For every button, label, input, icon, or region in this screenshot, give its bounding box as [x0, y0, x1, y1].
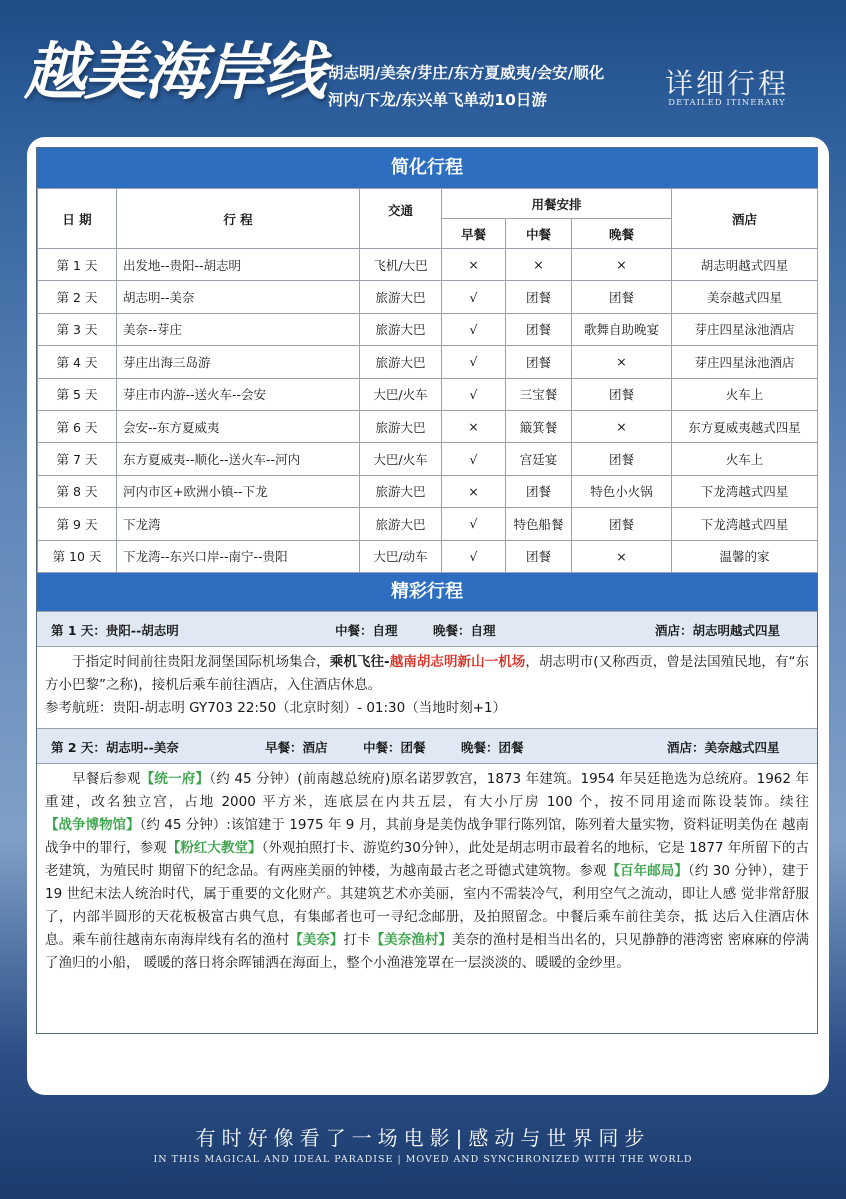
day2-breakfast: 早餐：酒店 [265, 739, 328, 755]
cell-dinner: × [572, 346, 672, 378]
cell-route: 下龙湾 [117, 508, 360, 540]
route-line-2: 河内/下龙/东兴单飞单动10日游 [328, 91, 547, 109]
day1-hotel: 酒店：胡志明越式四星 [655, 622, 781, 638]
cell-breakfast: √ [442, 313, 506, 345]
footer-slogan: 有时好像看了一场电影|感动与世界同步 [195, 1126, 651, 1150]
cell-hotel: 火车上 [672, 378, 818, 410]
cell-breakfast: √ [442, 540, 506, 572]
cell-day: 第 2 天 [38, 281, 117, 313]
day2-body [37, 764, 817, 977]
header-lunch: 中餐 [506, 219, 572, 249]
cell-breakfast: × [442, 410, 506, 442]
cell-transport: 大巴/火车 [360, 378, 442, 410]
header-transport: 交通 [360, 189, 442, 249]
cell-day: 第 5 天 [38, 378, 117, 410]
cell-transport: 旅游大巴 [360, 410, 442, 442]
cell-lunch: 特色船餐 [506, 508, 572, 540]
sight-post-office: 【百年邮局】 [606, 862, 688, 879]
day2-text-3: （约 45 分钟）:该馆建于 1975 年 9 月，其前身是美伪战争罪行陈列馆，陈列着大量实物，资料证明美伪在 越南战争中的罪行，参观 [45, 816, 810, 856]
day1-flight: 参考航班：贵阳-胡志明 GY703 22:50（北京时刻）- 01:30（当地时刻+1） [45, 699, 507, 716]
cell-route: 下龙湾--东兴口岸--南宁--贵阳 [117, 540, 360, 572]
day1-body [37, 647, 817, 722]
table-row [38, 508, 818, 540]
cell-lunch: 团餐 [506, 540, 572, 572]
cell-lunch: 团餐 [506, 346, 572, 378]
day1-text-b: 乘机飞往- [329, 653, 390, 670]
header-route: 行 程 [117, 189, 360, 249]
day2-paragraph [45, 768, 809, 975]
cell-lunch: × [506, 249, 572, 281]
header-date: 日 期 [38, 189, 117, 249]
day2-header [37, 728, 817, 764]
cell-route: 东方夏威夷--顺化--送火车--河内 [117, 443, 360, 475]
cell-route: 会安--东方夏威夷 [117, 410, 360, 442]
cell-dinner: × [572, 249, 672, 281]
cell-hotel: 芽庄四星泳池酒店 [672, 313, 818, 345]
summary-rows [38, 249, 818, 573]
cell-route: 出发地--贵阳--胡志明 [117, 249, 360, 281]
sight-mui-ne-fishing-village: 【美奈渔村】 [370, 931, 453, 948]
sight-reunification-palace: 【统一府】 [140, 770, 210, 787]
day1-airport: 越南胡志明新山一机场 [389, 653, 526, 670]
day2-text-4: （外观拍照打卡、游览约30分钟），此处是胡志明市最着名的地标，它是 1877 年所留下的古老建筑，为殖民时 期留下的纪念品。有两座美丽的钟楼，为越南最古老之哥德式建筑物。参观 [45, 839, 810, 879]
cell-hotel: 火车上 [672, 443, 818, 475]
summary-table [37, 188, 818, 573]
cell-breakfast: × [442, 475, 506, 507]
header-dinner: 晚餐 [572, 219, 672, 249]
cell-lunch: 团餐 [506, 281, 572, 313]
cell-lunch: 三宝餐 [506, 378, 572, 410]
cell-dinner: 团餐 [572, 281, 672, 313]
cell-dinner: 歌舞自助晚宴 [572, 313, 672, 345]
cell-dinner: 团餐 [572, 378, 672, 410]
brush-title: 越美海岸线 [24, 35, 325, 108]
sight-pink-cathedral: 【粉红大教堂】 [166, 839, 262, 856]
cell-breakfast: × [442, 249, 506, 281]
day1-text-d: ，胡志明市(又称西贡，曾是法国殖民地，有“东方小巴黎”之称)，接机后乘车前往酒店，入住酒店休息。 [45, 653, 810, 693]
day1-text-a: 于指定时间前往贵阳龙洞堡国际机场集合， [72, 653, 330, 670]
cell-transport: 大巴/动车 [360, 540, 442, 572]
detail-title: 详细行程 [664, 67, 789, 100]
cell-transport: 飞机/大巴 [360, 249, 442, 281]
cell-hotel: 温馨的家 [672, 540, 818, 572]
cell-lunch: 团餐 [506, 475, 572, 507]
table-row [38, 443, 818, 475]
cell-breakfast: √ [442, 346, 506, 378]
sight-mui-ne: 【美奈】 [289, 931, 344, 948]
cell-breakfast: √ [442, 443, 506, 475]
route-summary [328, 60, 648, 114]
cell-dinner: × [572, 540, 672, 572]
day2-title: 第 2 天：胡志明--美奈 [51, 739, 179, 755]
table-row [38, 346, 818, 378]
cell-day: 第 7 天 [38, 443, 117, 475]
header-breakfast: 早餐 [442, 219, 506, 249]
day2-hotel: 酒店：美奈越式四星 [667, 739, 780, 755]
cell-transport: 旅游大巴 [360, 346, 442, 378]
day2-text-2: （约 45 分钟）(前南越总统府)原名诺罗敦宫，1873 年建筑。1954 年吴廷艳选为总统府。1962 年重建，改名独立宫，占地 2000 平方米，连底层在内共五层，有大小厅房 100 个，按不同用途而陈设装饰。续往 [45, 770, 809, 810]
day2-dinner: 晚餐：团餐 [461, 739, 524, 755]
cell-breakfast: √ [442, 378, 506, 410]
cell-route: 河内市区+欧洲小镇--下龙 [117, 475, 360, 507]
cell-route: 胡志明--美奈 [117, 281, 360, 313]
day1-header [37, 611, 817, 647]
cell-day: 第 1 天 [38, 249, 117, 281]
cell-lunch: 簸箕餐 [506, 410, 572, 442]
cell-day: 第 10 天 [38, 540, 117, 572]
detail-subtitle: DETAILED ITINERARY [668, 98, 786, 108]
cell-day: 第 9 天 [38, 508, 117, 540]
cell-lunch: 团餐 [506, 313, 572, 345]
day2-lunch: 中餐：团餐 [363, 739, 426, 755]
cell-transport: 旅游大巴 [360, 313, 442, 345]
detail-band: 精彩行程 [37, 573, 817, 611]
cell-hotel: 胡志明越式四星 [672, 249, 818, 281]
cell-transport: 旅游大巴 [360, 508, 442, 540]
cell-hotel: 芽庄四星泳池酒店 [672, 346, 818, 378]
sight-war-museum: 【战争博物馆】 [45, 816, 140, 833]
day2-text-1: 早餐后参观 [72, 770, 141, 787]
cell-breakfast: √ [442, 508, 506, 540]
table-row [38, 540, 818, 572]
day2-text-7: 美奈的渔村是相当出名的，只见静静的港湾密 密麻麻的停满了渔归的小船， 暖暖的落日将余晖铺洒在海面上，整个小渔港笼罩在一层淡淡的、暖暖的金纱里。 [45, 931, 810, 971]
day1-lunch: 中餐：自理 [335, 622, 398, 638]
table-row [38, 378, 818, 410]
table-row [38, 410, 818, 442]
header-banner [0, 0, 846, 140]
cell-transport: 旅游大巴 [360, 475, 442, 507]
header-hotel: 酒店 [672, 189, 818, 249]
cell-hotel: 下龙湾越式四星 [672, 475, 818, 507]
cell-transport: 大巴/火车 [360, 443, 442, 475]
cell-dinner: 特色小火锅 [572, 475, 672, 507]
summary-band: 简化行程 [37, 148, 817, 188]
footer-english: IN THIS MAGICAL AND IDEAL PARADISE | MOVED AND SYNCHRONIZED WITH THE WORLD [153, 1154, 693, 1165]
day2-text-5: （约 30 分钟），建于 19 世纪末法人统治时代，属于重要的文化财产。其建筑艺术亦美丽，室内不需装冷气，利用空气之流动，即让人感 觉非常舒服了，内部半圆形的天花板极富古典气息，有集邮者也可一寻纪念邮册，及拍照留念。中餐后乘车前往美奈，抵 达后入住酒店休息。乘车前往越南东南海岸线有名的渔村 [45, 862, 810, 948]
cell-route: 芽庄市内游--送火车--会安 [117, 378, 360, 410]
cell-hotel: 美奈越式四星 [672, 281, 818, 313]
cell-route: 美奈--芽庄 [117, 313, 360, 345]
route-line-1: 胡志明/美奈/芽庄/东方夏威夷/会安/顺化 [328, 64, 605, 82]
cell-hotel: 东方夏威夷越式四星 [672, 410, 818, 442]
table-row [38, 475, 818, 507]
itinerary-panel [36, 147, 818, 1034]
table-row [38, 281, 818, 313]
day1-title: 第 1 天：贵阳--胡志明 [51, 622, 179, 638]
cell-route: 芽庄出海三岛游 [117, 346, 360, 378]
cell-day: 第 3 天 [38, 313, 117, 345]
cell-day: 第 6 天 [38, 410, 117, 442]
cell-dinner: 团餐 [572, 443, 672, 475]
cell-hotel: 下龙湾越式四星 [672, 508, 818, 540]
cell-lunch: 宫廷宴 [506, 443, 572, 475]
table-row [38, 249, 818, 281]
cell-day: 第 4 天 [38, 346, 117, 378]
cell-dinner: 团餐 [572, 508, 672, 540]
cell-dinner: × [572, 410, 672, 442]
cell-day: 第 8 天 [38, 475, 117, 507]
table-row [38, 313, 818, 345]
cell-breakfast: √ [442, 281, 506, 313]
day1-dinner: 晚餐：自理 [433, 622, 496, 638]
day2-text-6: 打卡 [343, 931, 371, 948]
header-meals: 用餐安排 [442, 189, 672, 219]
cell-transport: 旅游大巴 [360, 281, 442, 313]
day1-paragraph [45, 651, 809, 697]
